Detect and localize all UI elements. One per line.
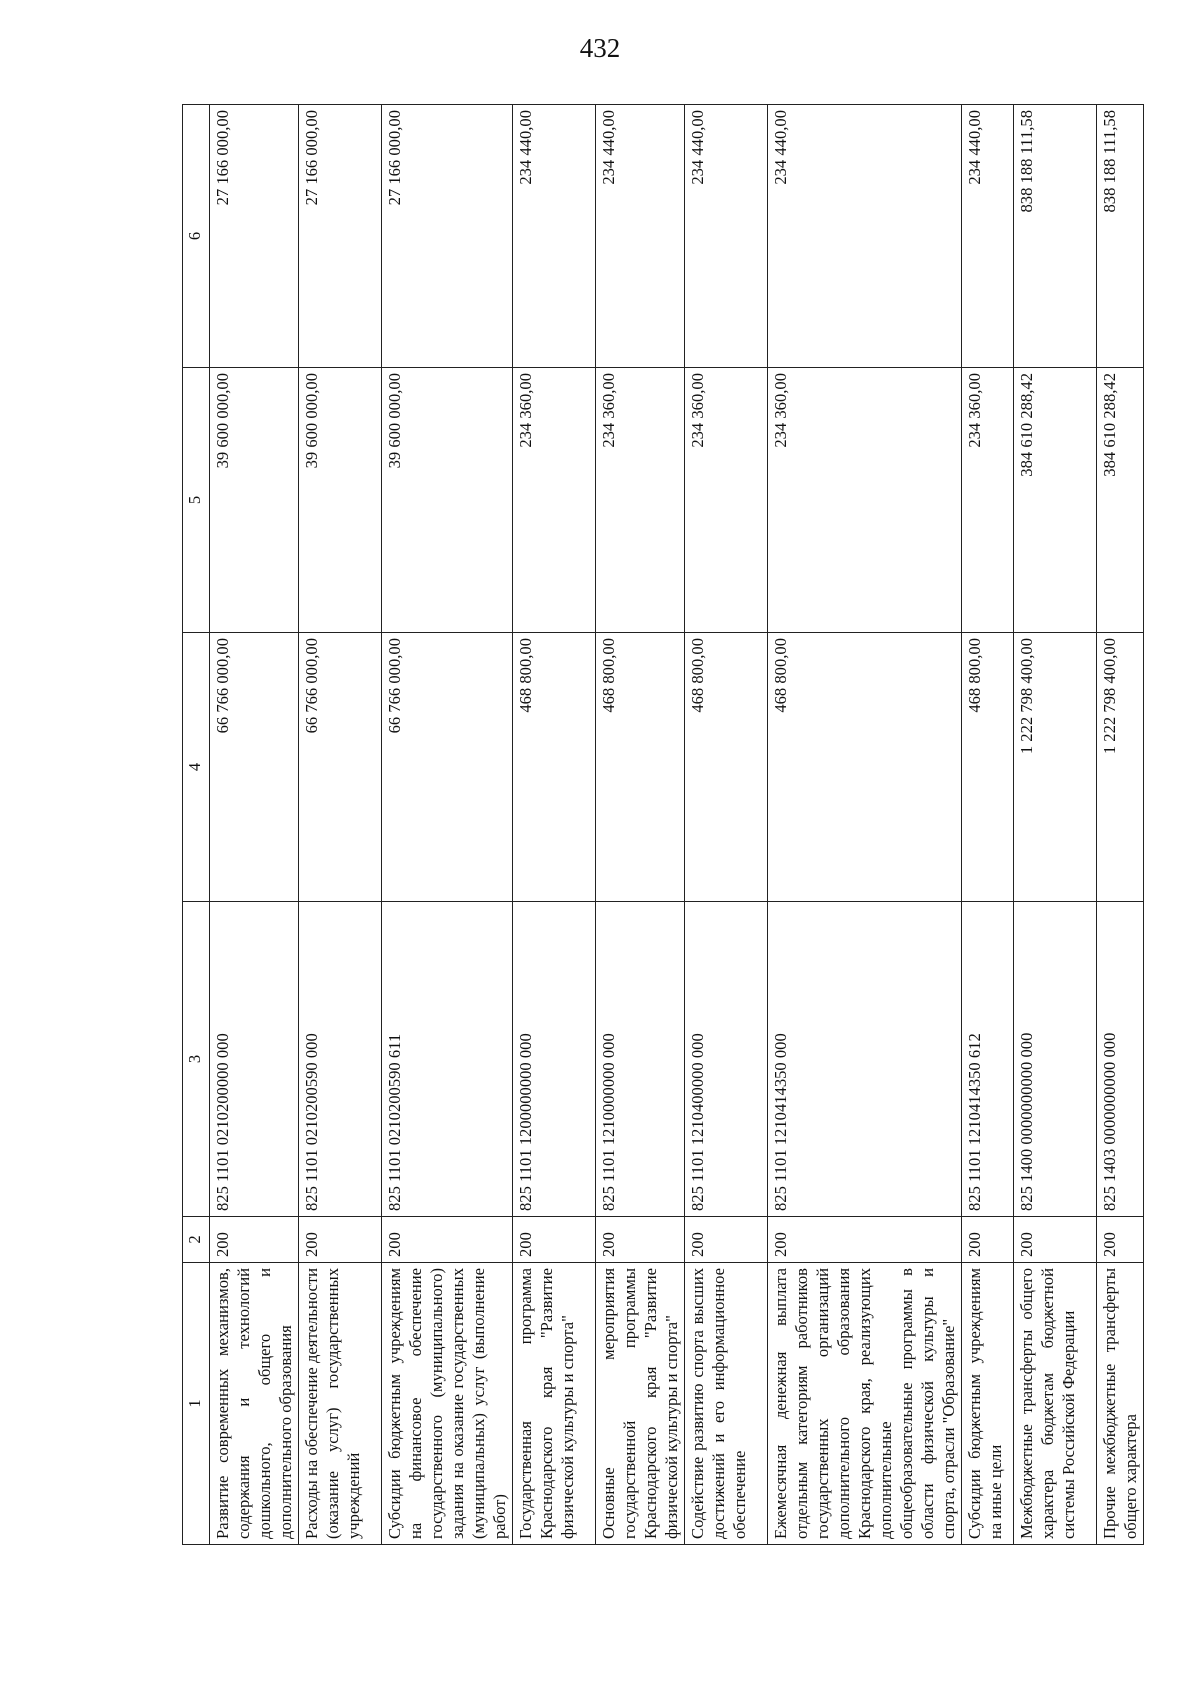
row-parent-cell: 200 [1014, 1217, 1097, 1263]
header-col-2: 2 [183, 1217, 210, 1263]
table-row [299, 105, 382, 1545]
row-name-cell: Государственная программа Краснодарского края "Развитие физической культуры и спорта" [513, 1263, 596, 1545]
row-name-cell: Содействие развитию спорта высших достижений и его информационное обеспечение [685, 1263, 768, 1545]
header-col-4: 4 [183, 633, 210, 902]
row-col5-cell: 39 600 000,00 [299, 368, 382, 633]
table-row [685, 105, 768, 1545]
table-row [210, 105, 299, 1545]
row-col6-cell: 234 440,00 [513, 105, 596, 368]
row-parent-cell: 200 [596, 1217, 685, 1263]
row-col6-cell: 838 188 111,58 [1097, 105, 1144, 368]
row-col4-cell: 468 800,00 [768, 633, 962, 902]
table-row [382, 105, 513, 1545]
row-code-cell: 825 1400 0000000000 000 [1014, 902, 1097, 1217]
row-name-cell: Развитие современных механизмов, содержания и технологий дошкольного, общего и дополнительного образования [210, 1263, 299, 1545]
row-name-cell: Ежемесячная денежная выплата отдельным категориям работников государственных организаций дополнительного образования Краснодарского края, реализующих дополнительные общеобразовательные программы в области физической культуры и спорта, отрасли "Образование" [768, 1263, 962, 1545]
row-col4-cell: 1 222 798 400,00 [1097, 633, 1144, 902]
row-col6-cell: 234 440,00 [596, 105, 685, 368]
row-col4-cell: 66 766 000,00 [299, 633, 382, 902]
row-code-cell: 825 1101 1200000000 000 [513, 902, 596, 1217]
row-col4-cell: 66 766 000,00 [210, 633, 299, 902]
row-col4-cell: 1 222 798 400,00 [1014, 633, 1097, 902]
row-col5-cell: 234 360,00 [685, 368, 768, 633]
page-number: 432 [579, 33, 621, 63]
budget-table-rotated [182, 105, 1140, 1545]
row-col6-cell: 27 166 000,00 [382, 105, 513, 368]
row-col4-cell: 468 800,00 [962, 633, 1014, 902]
row-name-cell: Основные мероприятия государственной программы Краснодарского края "Развитие физической культуры и спорта" [596, 1263, 685, 1545]
row-col6-cell: 234 440,00 [768, 105, 962, 368]
table-row [596, 105, 685, 1545]
row-col4-cell: 468 800,00 [596, 633, 685, 902]
row-name-cell: Расходы на обеспечение деятельности (оказание услуг) государственных учреждений [299, 1263, 382, 1545]
row-code-cell: 825 1101 1210000000 000 [596, 902, 685, 1217]
budget-table [182, 104, 1144, 1545]
row-parent-cell: 200 [210, 1217, 299, 1263]
header-col-3: 3 [183, 902, 210, 1217]
row-parent-cell: 200 [299, 1217, 382, 1263]
row-parent-cell: 200 [1097, 1217, 1144, 1263]
row-col5-cell: 234 360,00 [596, 368, 685, 633]
row-parent-cell: 200 [768, 1217, 962, 1263]
row-code-cell: 825 1101 0210200590 611 [382, 902, 513, 1217]
row-col5-cell: 234 360,00 [962, 368, 1014, 633]
row-code-cell: 825 1101 1210400000 000 [685, 902, 768, 1217]
row-name-cell: Субсидии бюджетным учреждениям на финансовое обеспечение государственного (муниципального) задания на оказание государственных (муниципальных) услуг (выполнение работ) [382, 1263, 513, 1545]
table-row [962, 105, 1014, 1545]
row-name-cell: Прочие межбюджетные трансферты общего характера [1097, 1263, 1144, 1545]
row-code-cell: 825 1101 0210200590 000 [299, 902, 382, 1217]
table-row [1014, 105, 1097, 1545]
row-col5-cell: 384 610 288,42 [1097, 368, 1144, 633]
table-row [768, 105, 962, 1545]
row-parent-cell: 200 [962, 1217, 1014, 1263]
row-code-cell: 825 1101 1210414350 612 [962, 902, 1014, 1217]
row-col5-cell: 234 360,00 [768, 368, 962, 633]
row-name-cell: Субсидии бюджетным учреждениям на иные цели [962, 1263, 1014, 1545]
row-col6-cell: 234 440,00 [962, 105, 1014, 368]
row-col5-cell: 39 600 000,00 [210, 368, 299, 633]
header-col-6: 6 [183, 105, 210, 368]
row-code-cell: 825 1403 0000000000 000 [1097, 902, 1144, 1217]
header-col-1: 1 [183, 1263, 210, 1545]
row-parent-cell: 200 [685, 1217, 768, 1263]
row-col4-cell: 468 800,00 [685, 633, 768, 902]
row-col6-cell: 27 166 000,00 [299, 105, 382, 368]
row-name-cell: Межбюджетные трансферты общего характера бюджетам бюджетной системы Российской Федерации [1014, 1263, 1097, 1545]
row-code-cell: 825 1101 0210200000 000 [210, 902, 299, 1217]
table-row [513, 105, 596, 1545]
row-code-cell: 825 1101 1210414350 000 [768, 902, 962, 1217]
row-parent-cell: 200 [513, 1217, 596, 1263]
header-col-5: 5 [183, 368, 210, 633]
row-col6-cell: 838 188 111,58 [1014, 105, 1097, 368]
row-col5-cell: 234 360,00 [513, 368, 596, 633]
table-row [1097, 105, 1144, 1545]
table-header-row [183, 105, 210, 1545]
row-col4-cell: 66 766 000,00 [382, 633, 513, 902]
row-parent-cell: 200 [382, 1217, 513, 1263]
row-col6-cell: 234 440,00 [685, 105, 768, 368]
row-col6-cell: 27 166 000,00 [210, 105, 299, 368]
row-col5-cell: 384 610 288,42 [1014, 368, 1097, 633]
row-col4-cell: 468 800,00 [513, 633, 596, 902]
row-col5-cell: 39 600 000,00 [382, 368, 513, 633]
